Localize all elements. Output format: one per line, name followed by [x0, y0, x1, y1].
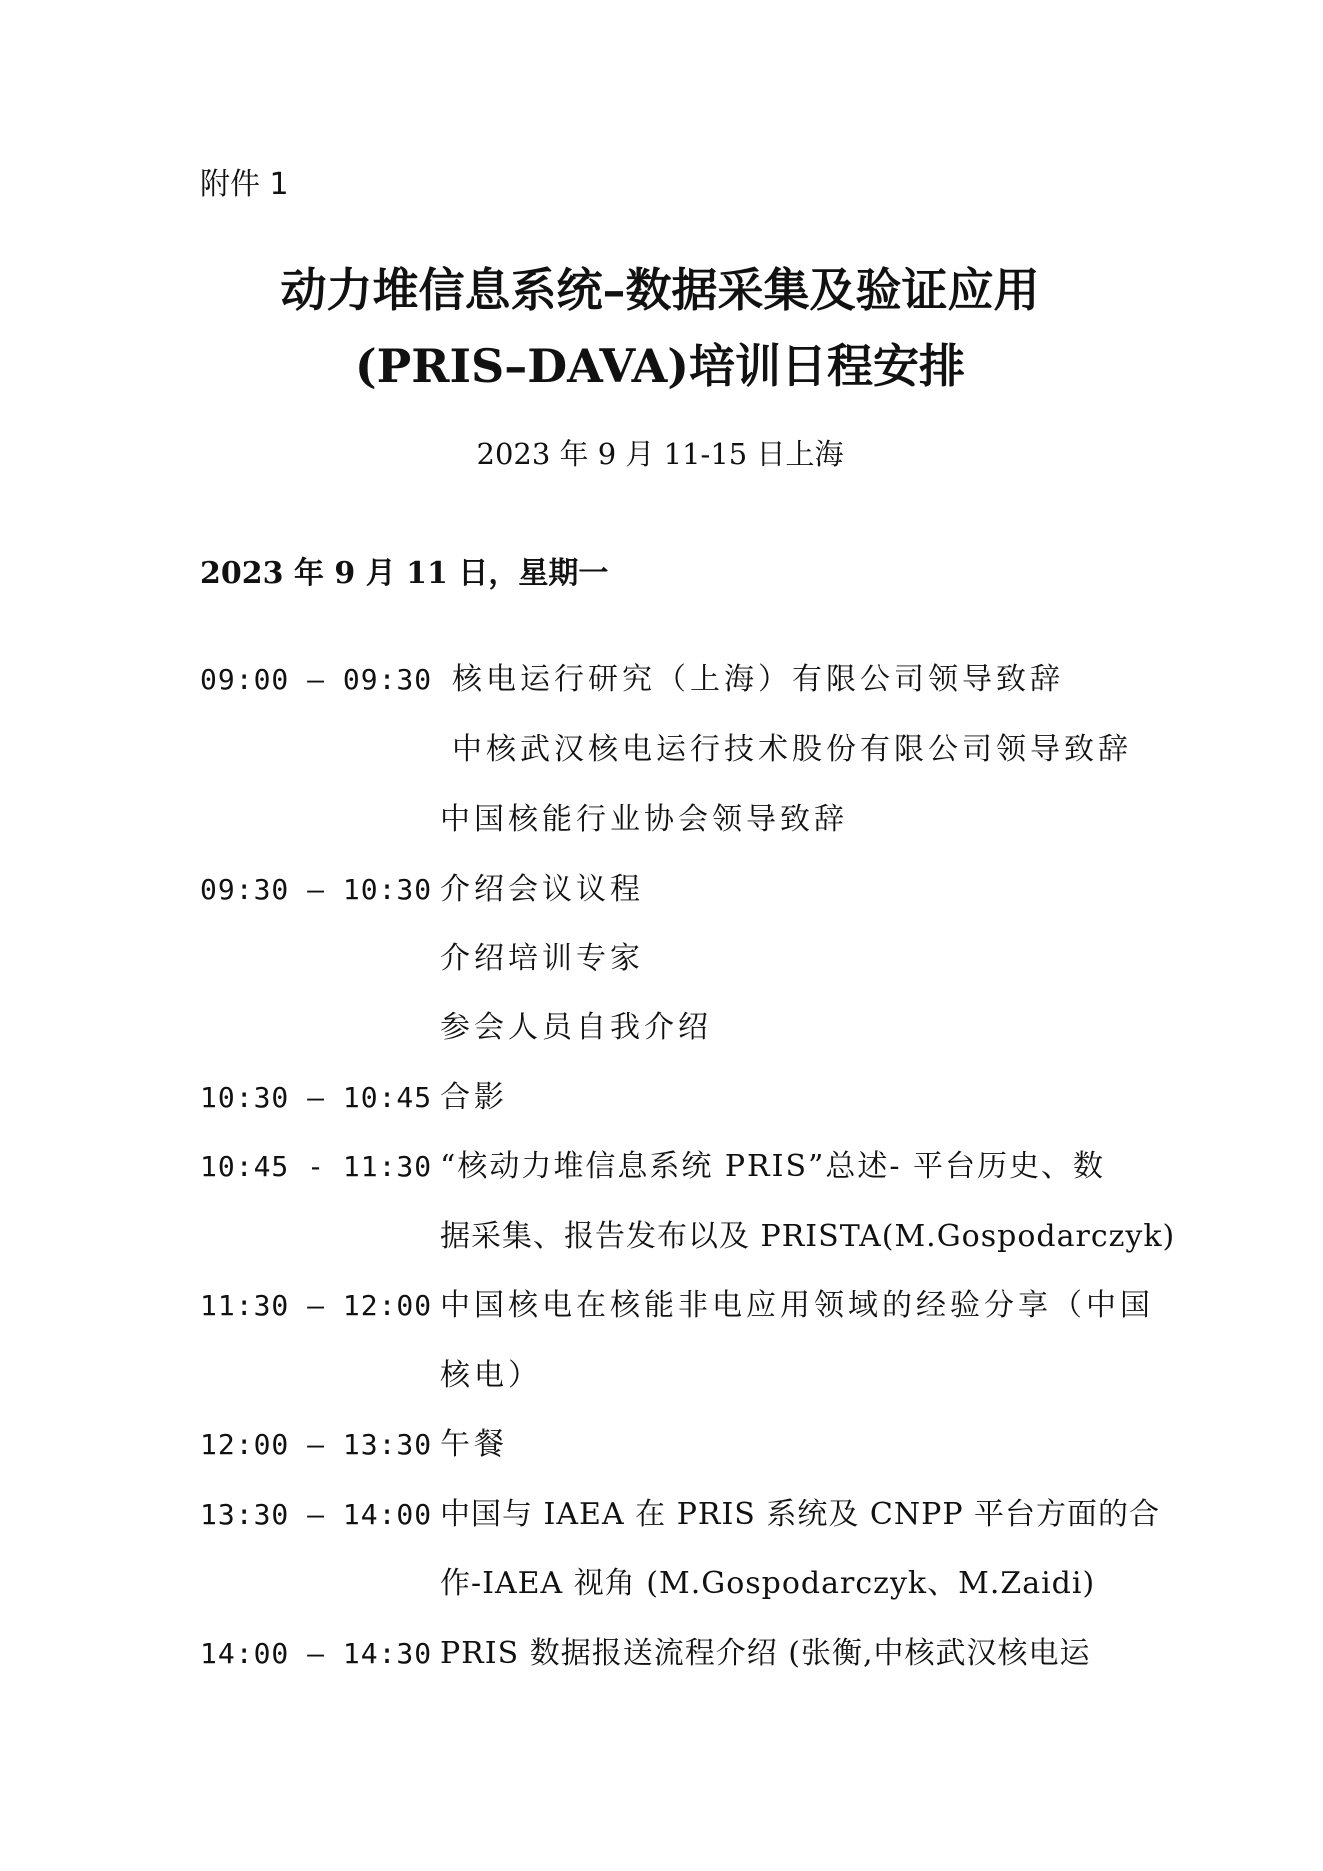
agenda-item: 中国核能行业协会领导致辞 — [440, 802, 848, 837]
schedule-row — [200, 1215, 1176, 1259]
schedule-row — [200, 1006, 1160, 1050]
date-location: 2023 年 9 月 11-15 日上海 — [476, 437, 844, 471]
day-heading: 2023 年 9 月 11 日，星期一 — [200, 556, 609, 591]
schedule-row — [200, 1493, 1160, 1537]
agenda-item: 介绍会议议程 — [440, 872, 644, 907]
agenda-item: 中国与 IAEA 在 PRIS 系统及 CNPP 平台方面的合 — [440, 1497, 1161, 1532]
time-slot: 09:00 – 09:30 — [200, 663, 433, 696]
agenda-item: 中核武汉核电运行技术股份有限公司领导致辞 — [452, 732, 1132, 767]
schedule-row — [200, 658, 1160, 702]
agenda-item: 午餐 — [440, 1427, 508, 1462]
schedule-row — [200, 937, 1160, 981]
time-slot: 13:30 — 14:00 — [200, 1498, 433, 1531]
document-title-line-2: (PRIS–DAVA)培训日程安排 — [354, 339, 966, 393]
agenda-item: 据采集、报告发布以及 PRISTA(M.Gospodarczyk) — [440, 1219, 1176, 1254]
agenda-item: 介绍培训专家 — [440, 941, 644, 976]
agenda-item: 作-IAEA 视角 (M.Gospodarczyk、M.Zaidi) — [440, 1566, 1096, 1601]
agenda-item: 核电） — [440, 1358, 542, 1393]
agenda-item: 参会人员自我介绍 — [440, 1010, 712, 1045]
schedule-row — [200, 1076, 1160, 1120]
agenda-item: 中国核电在核能非电应用领域的经验分享（中国 — [440, 1288, 1154, 1323]
time-slot: 10:45 - 11:30 — [200, 1150, 433, 1183]
schedule-row — [200, 1354, 1160, 1398]
time-slot: 12:00 — 13:30 — [200, 1428, 433, 1461]
document-title-line-1: 动力堆信息系统–数据采集及验证应用 — [280, 263, 1040, 317]
schedule-row — [200, 728, 1160, 772]
schedule-row — [200, 1145, 1160, 1189]
schedule-row — [200, 1562, 1160, 1606]
schedule-row — [200, 1423, 1160, 1467]
time-slot: 09:30 — 10:30 — [200, 873, 433, 906]
schedule-row — [200, 798, 1160, 842]
schedule-row — [200, 1632, 1160, 1676]
time-slot: 11:30 — 12:00 — [200, 1289, 433, 1322]
agenda-item: “核动力堆信息系统 PRIS”总述- 平台历史、数 — [440, 1149, 1106, 1184]
time-slot: 10:30 — 10:45 — [200, 1081, 433, 1114]
attachment-label: 附件 1 — [200, 167, 289, 202]
schedule-row — [200, 868, 1160, 912]
agenda-item: 核电运行研究（上海）有限公司领导致辞 — [452, 662, 1064, 697]
agenda-item: 合影 — [440, 1080, 508, 1115]
schedule-row — [200, 1284, 1160, 1328]
agenda-item: PRIS 数据报送流程介绍 (张衡,中核武汉核电运 — [440, 1636, 1091, 1671]
time-slot: 14:00 — 14:30 — [200, 1637, 433, 1670]
